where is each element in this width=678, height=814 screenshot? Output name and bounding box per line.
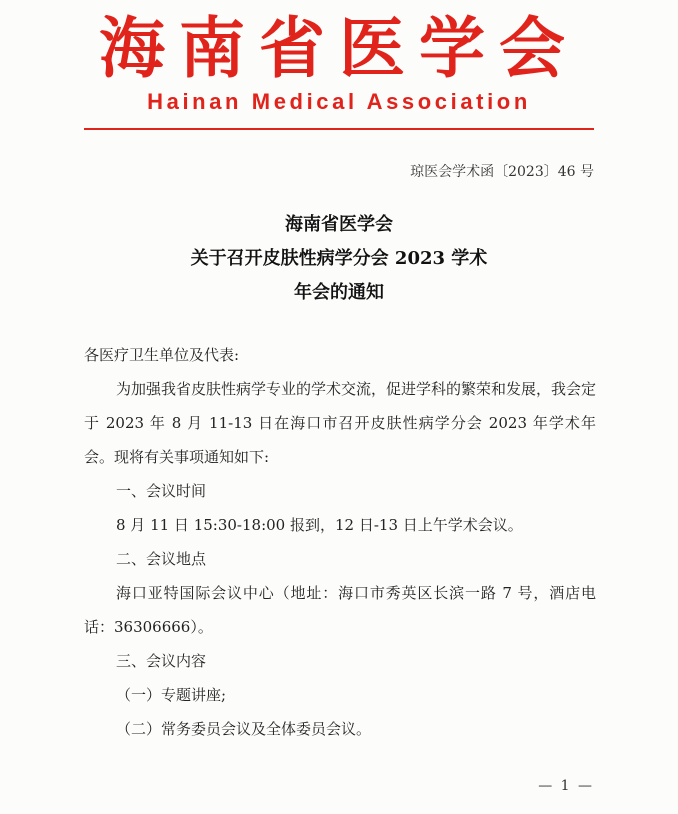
letterhead-name-en: Hainan Medical Association — [147, 89, 531, 114]
document-title — [84, 208, 594, 310]
section-text: 8 月 11 日 15:30-18:00 报到，12 日-13 日上午学术会议。 — [116, 516, 523, 534]
title-line: 关于召开皮肤性病学分会 2023 学术 — [190, 248, 488, 269]
document-body — [84, 338, 596, 746]
letterhead-divider — [84, 128, 594, 130]
document-number: 琼医会学术函〔2023〕46 号 — [410, 164, 594, 180]
letterhead-name-cn: 海南省医学会 — [99, 9, 579, 87]
section-heading: 二、会议地点 — [116, 550, 207, 568]
section-text: 海口亚特国际会议中心（地址：海口市秀英区长滨一路 7 号，酒店电话：36306666）。 — [84, 584, 596, 636]
title-line: 年会的通知 — [294, 282, 384, 303]
title-line: 海南省医学会 — [285, 214, 393, 235]
section-heading: 一、会议时间 — [116, 482, 207, 500]
section-text: （一）专题讲座; — [116, 686, 227, 704]
salutation: 各医疗卫生单位及代表: — [84, 346, 240, 364]
intro-paragraph: 为加强我省皮肤性病学专业的学术交流，促进学科的繁荣和发展，我会定于 2023 年 8 月 11-13 日在海口市召开皮肤性病学分会 2023 年学术年会。现将有关事项通知如下: — [84, 380, 597, 466]
page-number: — 1 — — [538, 778, 594, 794]
section-heading: 三、会议内容 — [116, 652, 207, 670]
section-text: （二）常务委员会议及全体委员会议。 — [116, 720, 372, 738]
